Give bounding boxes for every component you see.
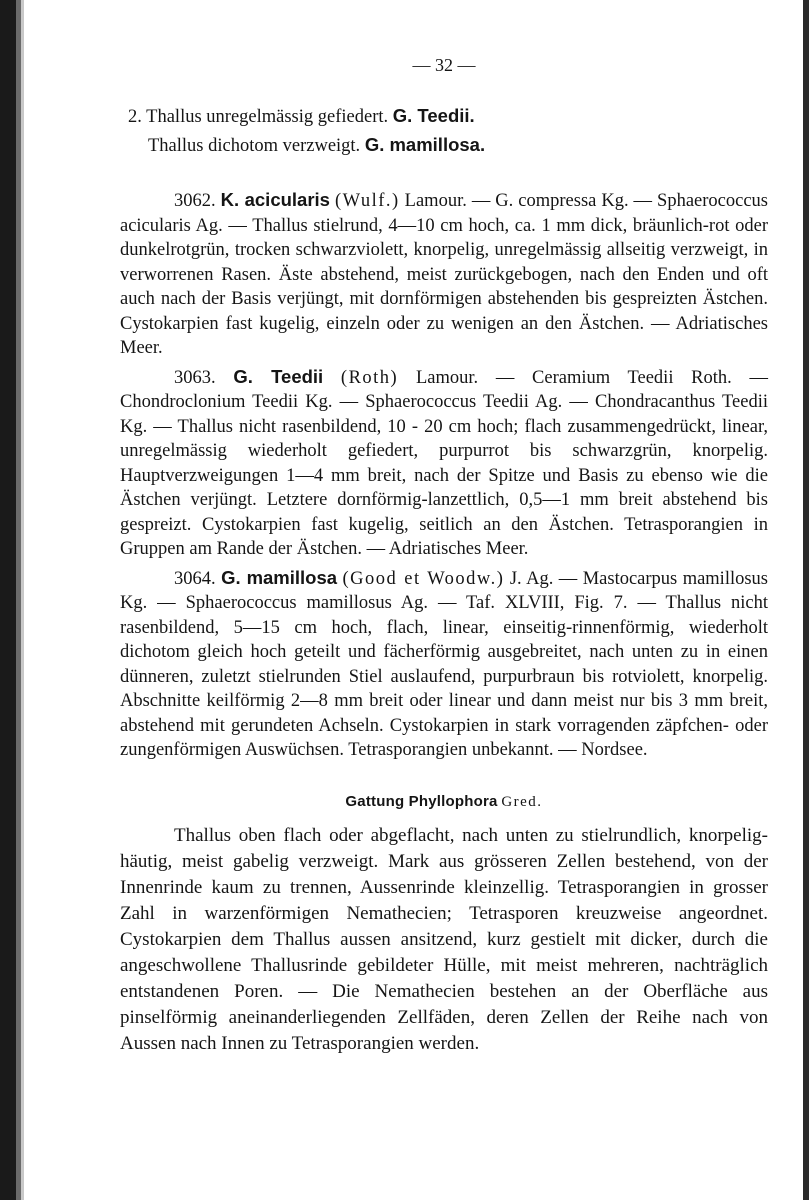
genus-description: Thallus oben flach oder abgeflacht, nach unten zu stielrundlich, knorpelig-häutig, meist gabelig verzweigt. Mark aus grösseren Zellen bestehend, von der Innenrinde kaum zu trennen, Aussenrinde kleinzellig. Tetrasporangien in grosser Zahl in warzenförmigen Nemathecien; Tetrasporen kreuzweise angeordnet. Cystokarpien dem Thallus aussen ansitzend, kurz gestielt mit dicker, durch die angeschwollene Thallusrinde gebildeter Hülle, mit meist mehreren, nachträglich entstandenen Poren. — Die Nemathecien bestehen an der Oberfläche aus pinselförmig aneinanderliegenden Zellfäden, deren Zellen der Reihe nach von Aussen nach Innen zu Tetrasporangien werden. [120, 824, 768, 1054]
genus-heading [120, 793, 768, 811]
species-name: G. Teedii [233, 365, 324, 387]
species-list [120, 188, 768, 763]
species-name: K. acicularis [220, 189, 330, 210]
page-content [120, 55, 768, 1057]
species-description: Lamour. — G. compressa Kg. — Sphaerococcus acicularis Ag. — Thallus stielrund, 4—10 cm hoch, ca. 1 mm dick, bräunlich-rot oder dunkelrotgrün, trocken schwarzviolett, knorpelig, unregelmässig allseitig verzweigt, in verworrenen Rasen. Äste abstehend, meist zurückgebogen, nach den Enden und oft auch nach der Basis verjüngt, mit dornförmigen abstehenden bis gespreizten Ästchen. Cystokarpien fast kugelig, einzeln oder zu wenigen an den Ästchen. — Adriatisches Meer. [120, 191, 768, 358]
determination-key [120, 102, 768, 160]
binding-shadow [0, 0, 16, 1200]
key-line-2-text: Thallus dichotom verzweigt. [148, 136, 361, 156]
species-number: 3063. [174, 367, 216, 388]
species-description: J. Ag. — Mastocarpus mamillosus Kg. — Sphaerococcus mamillosus Ag. — Taf. XLVIII, Fig. 7. — Thallus nicht rasenbildend, 5—15 cm hoch, flach, linear, einseitig-rinnenförmig, wiederholt dichotom gleich hoch geteilt und fächerförmig ausgebreitet, nach unten zu in einen dünneren, zuletzt stielrunden Stiel auslaufend, purpurbraun bis rotviolett, knorpelig. Abschnitte keilförmig 2—8 mm breit oder linear und dann meist nur bis 3 mm breit, abstehend mit gerundeten Achseln. Cystokarpien in stark vorragenden zäpfchen- oder zungenförmigen Auswüchsen. Tetrasporangien unbekannt. — Nordsee. [120, 568, 769, 760]
species-entry-3064 [120, 566, 768, 763]
species-description: Lamour. — Ceramium Teedii Roth. — Chondroclonium Teedii Kg. — Sphaerococcus Teedii Ag. — Chondracanthus Teedii Kg. — Thallus nicht rasenbildend, 10 - 20 cm hoch; flach zusammengedrückt, linear, unregelmässig wiederholt gefiedert, purpurrot bis schwarzgrün, knorpelig. Hauptverzweigungen 1—4 mm breit, nach der Spitze und Basis zu ebenso wie die Ästchen verjüngt. Letztere dornförmig-lanzettlich, 0,5—1 mm breit abstehend bis gespreizt. Cystokarpien fast kugelig, seitlich an den Ästchen. Tetrasporangien in Gruppen am Rande der Ästchen. — Adriatisches Meer. [120, 367, 768, 559]
species-name: G. mamillosa [221, 566, 338, 588]
key-line-1-genus: G. Teedii. [392, 105, 475, 126]
species-authority: (Roth) [340, 367, 399, 388]
key-line-2-genus: G. mamillosa. [364, 134, 486, 155]
species-authority: (Wulf.) [334, 191, 400, 211]
key-line-2 [120, 131, 768, 160]
species-number: 3064. [174, 568, 216, 589]
genus-heading-authority: Gred. [501, 793, 543, 810]
species-number: 3062. [174, 191, 216, 211]
species-entry-3063 [120, 365, 768, 562]
page-right-edge [803, 0, 809, 1200]
key-line-1 [120, 102, 768, 131]
binding-shadow-edge [21, 0, 24, 1200]
species-entry-3062 [120, 188, 768, 361]
genus-heading-name: Gattung Phyllophora [345, 792, 498, 810]
key-line-1-text: 2. Thallus unregelmässig gefiedert. [128, 107, 389, 127]
species-authority: (Good et Woodw.) [342, 568, 505, 589]
page-number: — 32 — [412, 55, 476, 75]
